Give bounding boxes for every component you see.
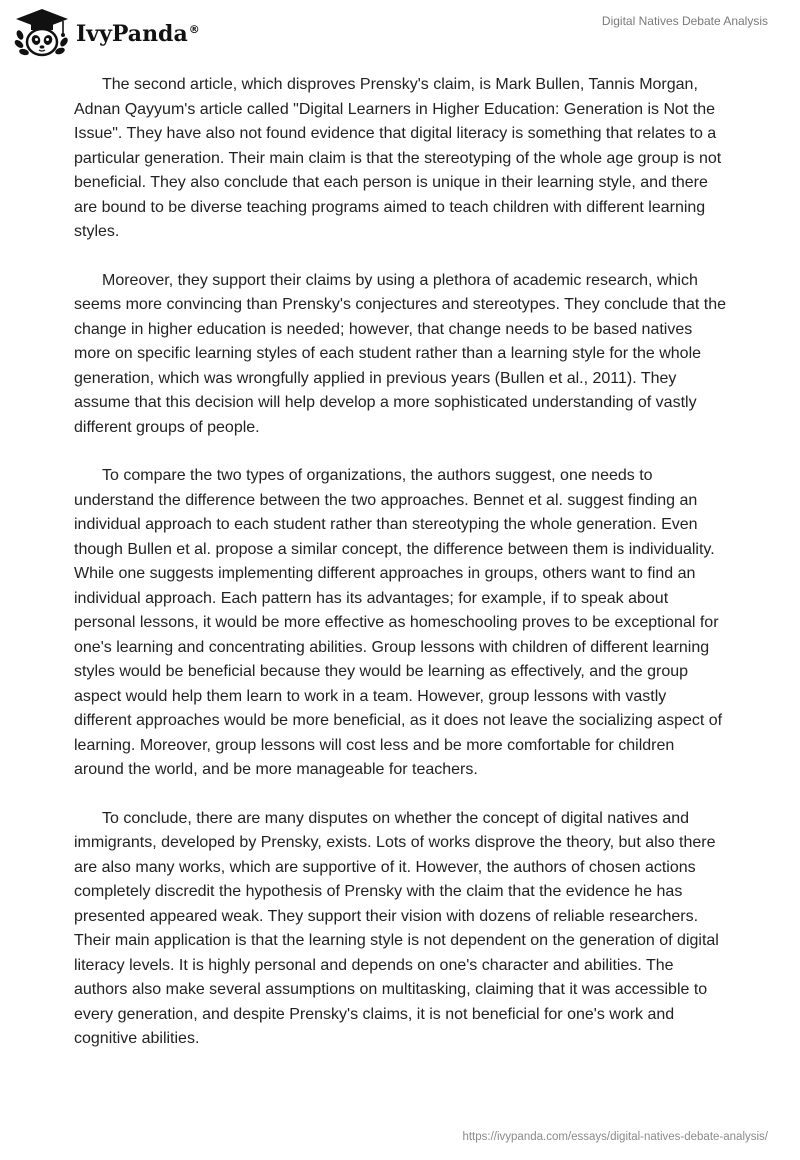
paragraph: Moreover, they support their claims by using a plethora of academic research, which seems more convincing than Prensky's conjectures and stereotypes. They conclude that the change in higher education is needed; however, that change needs to be based natives more on specific learning styles of each student rather than a learning style for the whole generation, which was wrongfully applied in previous years (Bullen et al., 2011). They assume that this decision will help develop a more sophisticated understanding of vastly different groups of people. [74, 271, 726, 436]
paragraph: To conclude, there are many disputes on whether the concept of digital natives and immigrants, developed by Prensky, exists. Lots of works disprove the theory, but also there are also many works, which are supportive of it. However, the authors of chosen actions completely discredit the hypothesis of Prensky with the claim that the evidence he has presented appeared weak. They support their vision with dozens of reliable researchers. Their main application is that the learning style is not dependent on the generation of digital literacy levels. It is highly personal and depends on one's character and abilities. The authors also make several assumptions on multitasking, claiming that it was accessible to every generation, and despite Prensky's claims, it is not beneficial for one's work and cognitive abilities. [74, 809, 719, 1047]
source-url[interactable]: https://ivypanda.com/essays/digital-natives-debate-analysis/ [462, 1131, 768, 1143]
registered-mark: ® [188, 22, 200, 36]
panda-graduation-cap-icon [14, 8, 70, 58]
essay-body [74, 73, 728, 1076]
paragraph: To compare the two types of organizations, the authors suggest, one needs to understand the difference between the two approaches. Bennet et al. suggest finding an individual approach to each student rather than stereotyping the whole generation. Even though Bullen et al. propose a similar concept, the difference between them is individuality. While one suggests implementing different approaches in groups, others want to find an individual approach. Each pattern has its advantages; for example, if to speak about personal lessons, it would be more effective as homeschooling proves to be exceptional for one's learning and concentrating abilities. Group lessons with children of different learning styles would be beneficial because they would be learning as effectively, and the group aspect would help them learn to work in a team. However, group lessons with vastly different approaches would be more beneficial, as it does not leave the socializing aspect of learning. Moreover, group lessons will cost less and be more comfortable for children around the world, and be more manageable for teachers. [74, 467, 723, 778]
paragraph: The second article, which disproves Prensky's claim, is Mark Bullen, Tannis Morgan, Adnan Qayyum's article called "Digital Learners in Higher Education: Generation is Not the Issue". They have also not found evidence that digital literacy is something that relates to a particular generation. Their main claim is that the stereotyping of the whole age group is not beneficial. They also conclude that each person is unique in their learning style, and there are bound to be diverse teaching programs aimed to teach children with different learning styles. [74, 76, 722, 240]
brand-name: IvyPanda® [76, 21, 200, 47]
document-title: Digital Natives Debate Analysis [601, 14, 768, 28]
ivypanda-logo[interactable] [14, 8, 200, 58]
page-header [0, 0, 800, 64]
